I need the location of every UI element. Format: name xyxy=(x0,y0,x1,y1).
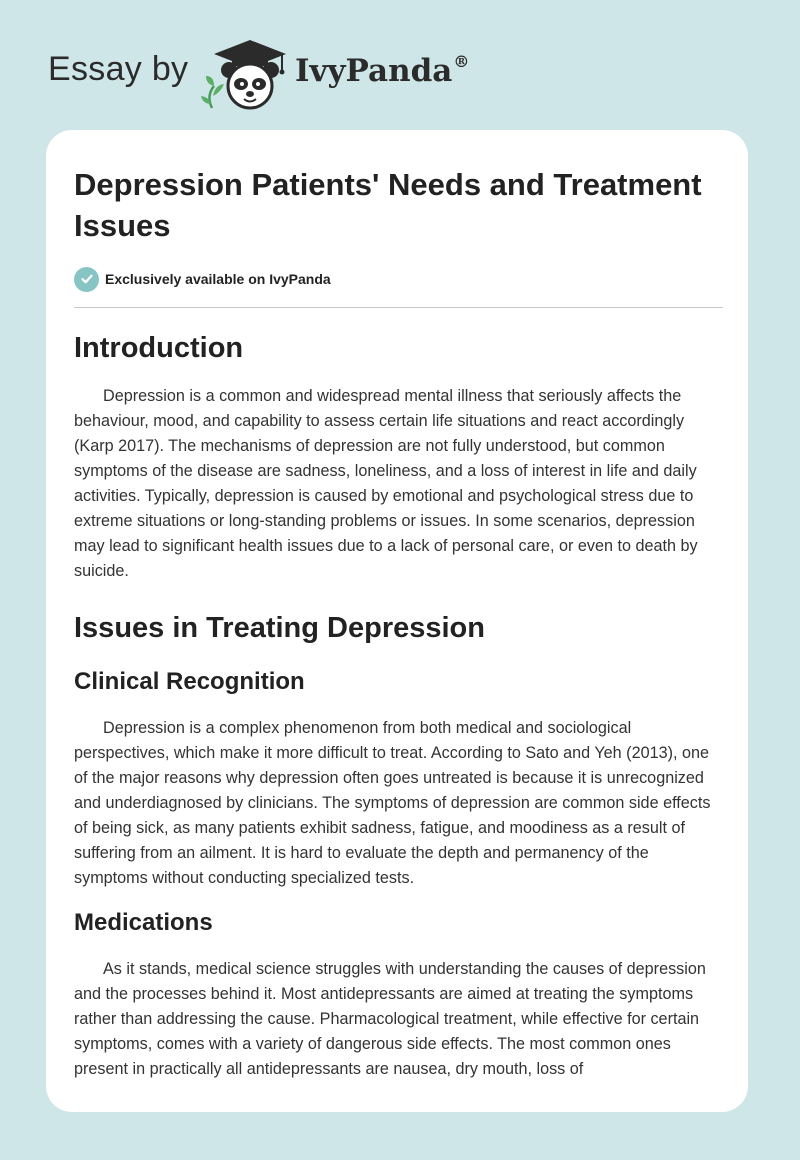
brand-name-text: IvyPanda xyxy=(295,53,453,89)
page-title: Depression Patients' Needs and Treatment Issues xyxy=(74,167,702,243)
title-divider xyxy=(74,307,723,308)
subsection-heading: Medications xyxy=(74,909,213,936)
panda-graduate-icon[interactable] xyxy=(200,34,292,110)
registered-mark: ® xyxy=(453,52,470,71)
site-header xyxy=(48,32,508,110)
check-circle-icon xyxy=(74,267,99,292)
section-paragraph: As it stands, medical science struggles with understanding the causes of depression and the processes behind it. Most antidepressants are aimed at treating the symptoms rather than addressing the cause. Pharmacological treatment, while effective for certain symptoms, comes with a variety of dangerous side effects. The most common ones present in practically all antidepressants are nausea, dry mouth, loss of xyxy=(74,960,706,1078)
essay-card xyxy=(46,130,748,1112)
section-heading: Introduction xyxy=(74,332,244,364)
section-paragraph: Depression is a common and widespread mental illness that seriously affects the behaviour, mood, and capability to assess certain life situations and react accordingly (Karp 2017). The mechanisms of depression are not fully understood, but common symptoms of the disease are sadness, loneliness, and a loss of interest in life and daily activities. Typically, depression is caused by emotional and psychological stress due to extreme situations or long-standing problems or issues. In some scenarios, depression may lead to significant health issues due to a lack of personal care, or even to death by suicide. xyxy=(74,387,698,580)
section-clinical-recognition xyxy=(74,666,723,891)
brand-prefix: Essay by xyxy=(48,50,189,88)
section-medications xyxy=(74,907,723,1082)
section-heading: Issues in Treating Depression xyxy=(74,612,485,644)
section-paragraph: Depression is a complex phenomenon from both medical and sociological perspectives, which make it more difficult to treat. According to Sato and Yeh (2013), one of the major reasons why depression often goes untreated is because it is unrecognized and underdiagnosed by clinicians. The symptoms of depression are common side effects of being sick, as many patients exhibit sadness, fatigue, and moodiness as a result of suffering from an ailment. It is hard to evaluate the depth and permanency of the symptoms without conducting specialized tests. xyxy=(74,719,711,887)
subsection-heading: Clinical Recognition xyxy=(74,668,305,695)
essay-content xyxy=(74,164,723,1082)
exclusive-badge xyxy=(74,266,723,292)
brand-name[interactable] xyxy=(295,52,469,89)
section-issues xyxy=(74,610,723,646)
section-introduction xyxy=(74,330,723,584)
badge-text: Exclusively available on IvyPanda xyxy=(105,271,331,287)
